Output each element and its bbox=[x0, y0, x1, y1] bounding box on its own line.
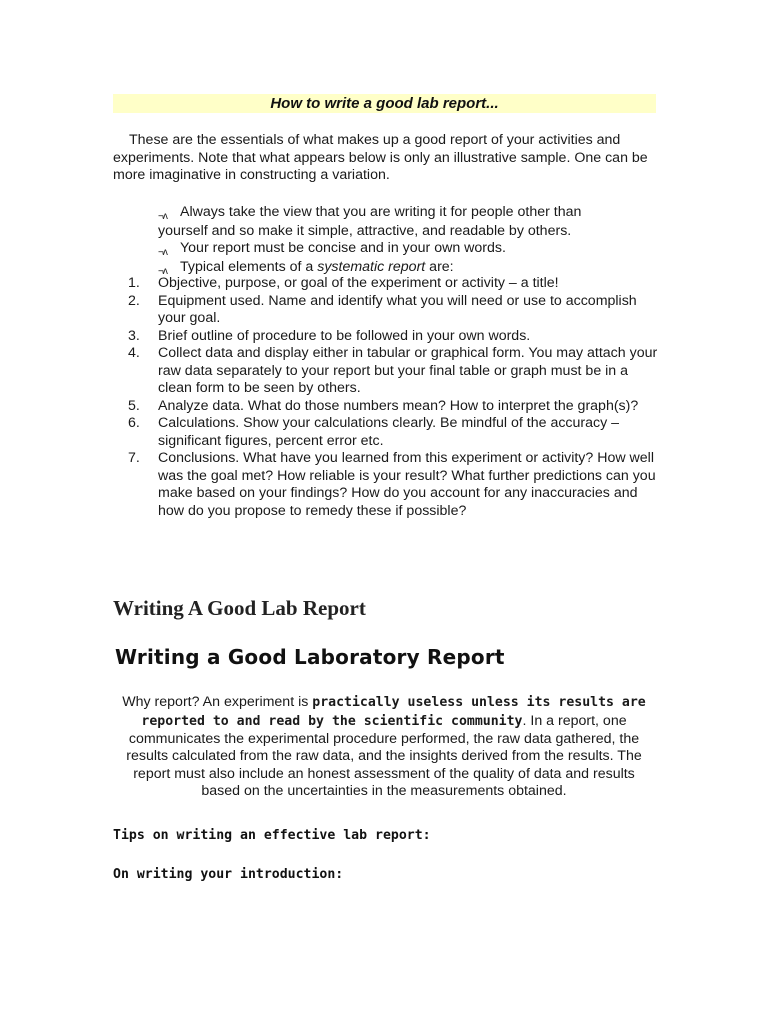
bullet-item-1-continued: yourself and so make it simple, attractive, and readable by others. bbox=[158, 222, 572, 239]
list-item-text: Equipment used. Name and identify what you will need or use to accomplish your goal. bbox=[158, 292, 637, 326]
bullet-list bbox=[158, 204, 658, 277]
list-item bbox=[128, 398, 663, 416]
list-number: 3. bbox=[128, 327, 140, 344]
bullet-item-1 bbox=[158, 204, 658, 223]
bullet-glyph-icon: ¬ʌ bbox=[158, 211, 167, 222]
why-report-paragraph bbox=[113, 692, 655, 801]
bullet-text: are: bbox=[425, 258, 454, 275]
tips-heading: Tips on writing an effective lab report: bbox=[113, 828, 431, 843]
emphasis-text: systematic report bbox=[317, 258, 426, 275]
list-item-text: Objective, purpose, or goal of the experiment or activity – a title! bbox=[158, 275, 559, 291]
list-item-text: Analyze data. What do those numbers mean? How to interpret the graph(s)? bbox=[158, 397, 639, 414]
list-item-text: Conclusions. What have you learned from this experiment or activity? How well was the goal met? How reliable is your result? What further predictions can you make based on your findings? How do you account for any inaccuracies and how do you propose to remedy these if possible? bbox=[158, 450, 656, 519]
bullet-glyph-icon: ¬ʌ bbox=[158, 265, 167, 277]
list-item bbox=[128, 450, 663, 520]
list-item bbox=[128, 328, 663, 346]
list-item bbox=[128, 293, 663, 328]
list-item-text: Calculations. Show your calculations clearly. Be mindful of the accuracy – significant figures, percent error etc. bbox=[158, 415, 620, 449]
document-title: How to write a good lab report... bbox=[113, 94, 656, 113]
intro-paragraph: These are the essentials of what makes up a good report of your activities and experiments. Note that what appears below is only an illustrative sample. One can be more imaginative in constructing a variation. bbox=[113, 132, 648, 183]
list-number: 4. bbox=[128, 345, 140, 361]
list-number: 7. bbox=[128, 450, 140, 466]
list-item bbox=[128, 345, 663, 398]
section-heading-main: Writing a Good Laboratory Report bbox=[115, 645, 505, 669]
bullet-text: Typical elements of a bbox=[180, 258, 318, 275]
list-number: 2. bbox=[128, 292, 140, 309]
section-heading-serif: Writing A Good Lab Report bbox=[113, 596, 366, 620]
list-item bbox=[128, 275, 663, 293]
list-item bbox=[128, 415, 663, 450]
list-item-text: Brief outline of procedure to be followed in your own words. bbox=[158, 327, 531, 344]
why-rest-text: . In a report, one communicates the experimental procedure performed, the raw data gathered, the results calculated from the raw data, and the insights derived from the results. The report must also include an honest assessment of the quality of data and results based on the uncertainties in the measurements obtained. bbox=[126, 713, 642, 799]
bullet-item-2 bbox=[158, 240, 658, 259]
why-lead-text: Why report? An experiment is bbox=[122, 694, 313, 710]
bullet-glyph-icon: ¬ʌ bbox=[158, 247, 167, 258]
list-number: 5. bbox=[128, 397, 140, 414]
introduction-heading: On writing your introduction: bbox=[113, 867, 344, 882]
list-item-text: Collect data and display either in tabular or graphical form. You may attach your raw data separately to your report but your final table or graph must be in a clean form to be seen by others. bbox=[158, 345, 658, 396]
elements-list bbox=[128, 275, 663, 520]
bullet-text: Your report must be concise and in your own words. bbox=[180, 240, 506, 256]
bullet-text: Always take the view that you are writing it for people other than bbox=[180, 204, 582, 220]
list-number: 6. bbox=[128, 415, 140, 431]
why-emphasis-text: practically useless unless its results are reported to and read by the scientific community bbox=[141, 695, 646, 729]
list-number: 1. bbox=[128, 275, 140, 291]
